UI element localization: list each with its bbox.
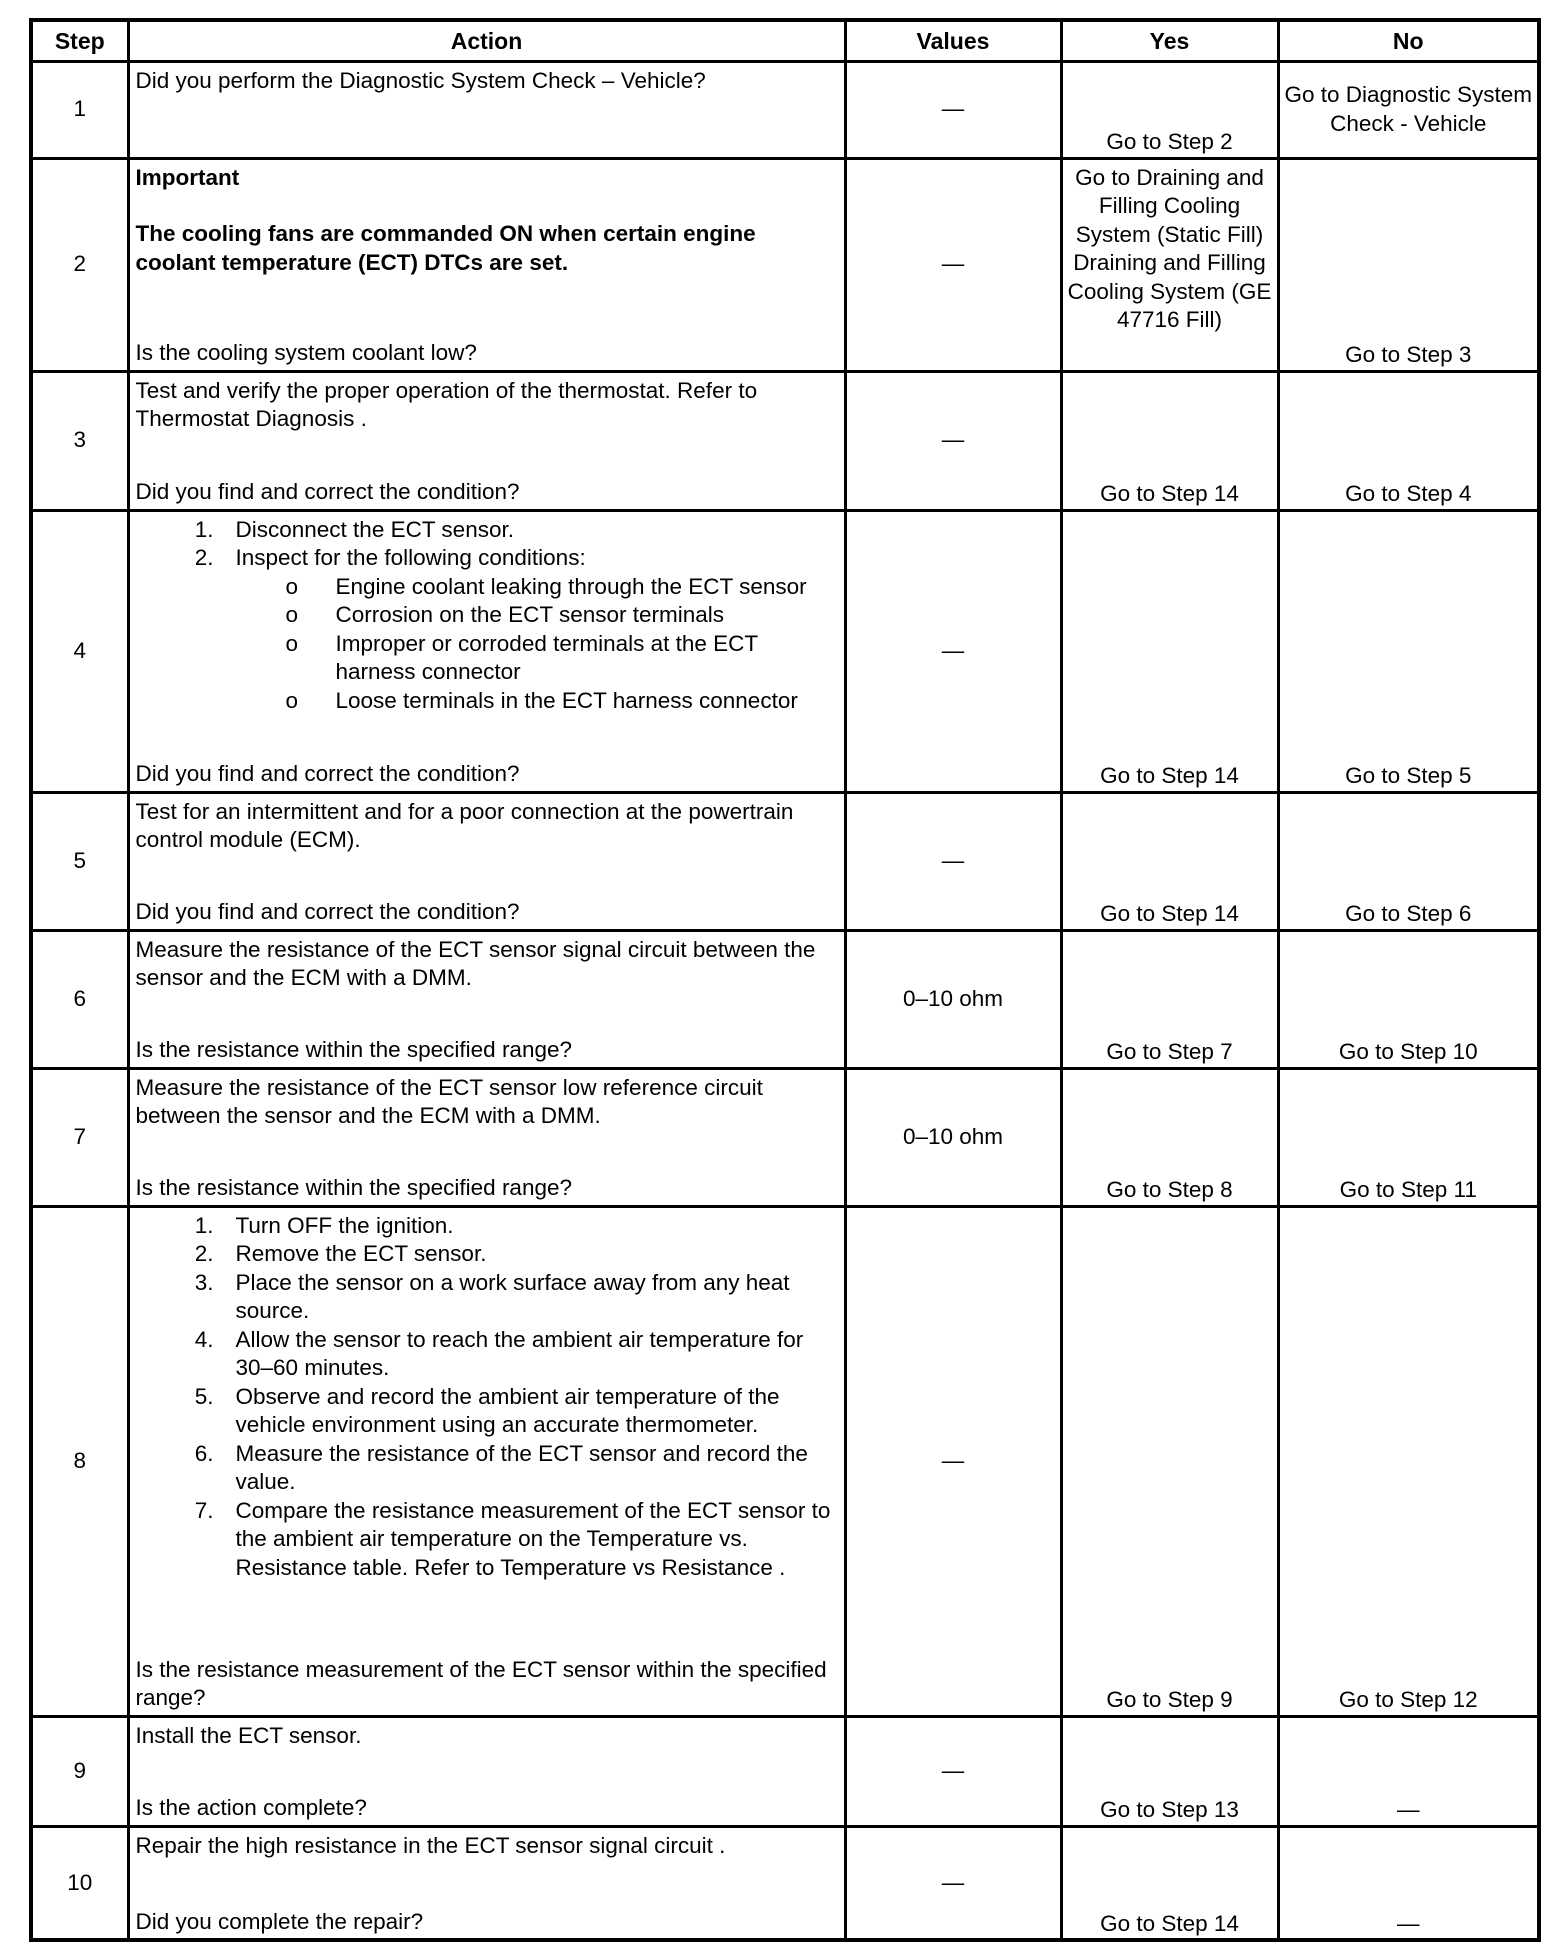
condition-item: o Improper or corroded terminals at the ECT harness connector: [285, 630, 758, 684]
action-question: Did you complete the repair?: [135, 1908, 424, 1934]
no-link[interactable]: Go to Step 11: [1278, 1068, 1539, 1206]
table-row: [31, 1068, 1539, 1206]
yes-link[interactable]: Go to Step 14: [1061, 371, 1278, 510]
values-cell: —: [845, 510, 1061, 792]
table-row: [31, 1206, 1539, 1716]
yes-link[interactable]: Go to Step 14: [1061, 792, 1278, 930]
action-question: Is the resistance measurement of the ECT sensor within the specified range?: [135, 1656, 827, 1710]
no-link[interactable]: Go to Step 6: [1278, 792, 1539, 930]
action-question: Is the resistance within the specified range?: [135, 1175, 572, 1200]
values-cell: —: [845, 371, 1061, 510]
values-cell: —: [845, 1826, 1061, 1940]
step-number: 5: [31, 792, 128, 930]
condition-item: o Engine coolant leaking through the ECT sensor: [285, 573, 807, 599]
action-cell: [128, 158, 845, 371]
action-cell: [128, 371, 845, 510]
condition-item: o Corrosion on the ECT sensor terminals: [285, 602, 724, 627]
values-cell: 0–10 ohm: [845, 930, 1061, 1068]
diagnostic-table: [29, 18, 1541, 1942]
step-number: 8: [31, 1206, 128, 1716]
procedure-item: 1. Disconnect the ECT sensor.: [194, 516, 514, 542]
yes-link[interactable]: Go to Step 14: [1061, 510, 1278, 792]
action-cell: [128, 510, 845, 792]
action-cell: [128, 1206, 845, 1716]
no-link[interactable]: Go to Step 12: [1278, 1206, 1539, 1716]
step-number: 3: [31, 371, 128, 510]
table-row: [31, 158, 1539, 371]
step-number: 6: [31, 930, 128, 1068]
yes-link[interactable]: Go to Step 8: [1061, 1068, 1278, 1206]
yes-link[interactable]: Go to Step 2: [1061, 61, 1278, 158]
action-text: Measure the resistance of the ECT sensor signal circuit between the sensor and the ECM with a DMM.: [135, 936, 816, 990]
values-cell: 0–10 ohm: [845, 1068, 1061, 1206]
no-link[interactable]: Go to Step 3: [1278, 158, 1539, 371]
no-link[interactable]: Go to Diagnostic System Check - Vehicle: [1278, 61, 1539, 158]
action-question: Is the resistance within the specified range?: [135, 1037, 572, 1062]
procedure-item: 6. Measure the resistance of the ECT sensor and record the value.: [194, 1440, 808, 1494]
step-number: 1: [31, 61, 128, 158]
values-cell: —: [845, 61, 1061, 158]
condition-list: [136, 573, 840, 716]
no-link[interactable]: Go to Step 5: [1278, 510, 1539, 792]
procedure-item: 7. Compare the resistance measurement of the ECT sensor to the ambient air temperature on the Temperature vs. Resistance table. Refer to Temperature vs Resistance .: [194, 1497, 831, 1580]
yes-link[interactable]: Go to Step 7: [1061, 930, 1278, 1068]
step-number: 10: [31, 1826, 128, 1940]
action-cell: [128, 1826, 845, 1940]
yes-link[interactable]: Go to Draining and Filling Cooling System (Static Fill) Draining and Filling Cooling System (GE 47716 Fill): [1061, 158, 1278, 371]
procedure-item: 2. Inspect for the following conditions: o Engine coolant leaking through the ECT sensor o Corrosion on the ECT sensor terminals o Improper or corroded terminals at the ECT harness connector o Loose terminals in the ECT harness connector: [136, 544, 840, 715]
no-link[interactable]: Go to Step 4: [1278, 371, 1539, 510]
action-cell: [128, 61, 845, 158]
action-text: Repair the high resistance in the ECT sensor signal circuit .: [135, 1832, 726, 1858]
important-note: The cooling fans are commanded ON when certain engine coolant temperature (ECT) DTCs are set.: [135, 221, 756, 275]
yes-link[interactable]: Go to Step 14: [1061, 1826, 1278, 1940]
action-question: Did you find and correct the condition?: [135, 479, 520, 504]
yes-link[interactable]: Go to Step 9: [1061, 1206, 1278, 1716]
action-text: Test for an intermittent and for a poor connection at the powertrain control module (ECM).: [135, 798, 794, 852]
action-cell: [128, 930, 845, 1068]
procedure-item: 5. Observe and record the ambient air temperature of the vehicle environment using an accurate thermometer.: [194, 1383, 780, 1437]
action-cell: [128, 1716, 845, 1826]
table-row: [31, 930, 1539, 1068]
action-text: Did you perform the Diagnostic System Check – Vehicle?: [135, 67, 706, 93]
table-row: [31, 371, 1539, 510]
condition-item: o Loose terminals in the ECT harness connector: [285, 687, 798, 713]
table-row: [31, 510, 1539, 792]
header-action: Action: [128, 20, 845, 61]
procedure-item: 3. Place the sensor on a work surface away from any heat source.: [194, 1269, 790, 1323]
action-text: Install the ECT sensor.: [135, 1722, 362, 1748]
step-number: 2: [31, 158, 128, 371]
values-cell: —: [845, 158, 1061, 371]
header-step: Step: [31, 20, 128, 61]
values-cell: —: [845, 1716, 1061, 1826]
no-value: —: [1278, 1716, 1539, 1826]
procedure-list: [136, 516, 840, 716]
action-question: Did you find and correct the condition?: [135, 761, 520, 786]
procedure-list: [136, 1212, 840, 1583]
diagnostic-table-page: [29, 18, 1537, 1939]
action-question: Is the cooling system coolant low?: [135, 340, 477, 365]
step-number: 9: [31, 1716, 128, 1826]
no-link[interactable]: Go to Step 10: [1278, 930, 1539, 1068]
table-row: [31, 61, 1539, 158]
header-no: No: [1278, 20, 1539, 61]
action-question: Is the action complete?: [135, 1795, 367, 1820]
no-value: —: [1278, 1826, 1539, 1940]
table-row: [31, 792, 1539, 930]
header-row: [31, 20, 1539, 61]
table-row: [31, 1716, 1539, 1826]
procedure-item: 2. Remove the ECT sensor.: [194, 1241, 487, 1266]
action-question: Did you find and correct the condition?: [135, 899, 520, 924]
procedure-item: 1. Turn OFF the ignition.: [194, 1212, 454, 1238]
action-text: Test and verify the proper operation of the thermostat. Refer to Thermostat Diagnosis .: [135, 377, 758, 431]
step-number: 4: [31, 510, 128, 792]
values-cell: —: [845, 792, 1061, 930]
action-cell: [128, 1068, 845, 1206]
table-row: [31, 1826, 1539, 1940]
action-text: Measure the resistance of the ECT sensor low reference circuit between the sensor and the ECM with a DMM.: [135, 1074, 763, 1128]
yes-link[interactable]: Go to Step 13: [1061, 1716, 1278, 1826]
step-number: 7: [31, 1068, 128, 1206]
action-cell: [128, 792, 845, 930]
header-values: Values: [845, 20, 1061, 61]
values-cell: —: [845, 1206, 1061, 1716]
procedure-item: 4. Allow the sensor to reach the ambient air temperature for 30–60 minutes.: [194, 1326, 804, 1380]
header-yes: Yes: [1061, 20, 1278, 61]
important-label: Important: [135, 164, 240, 190]
